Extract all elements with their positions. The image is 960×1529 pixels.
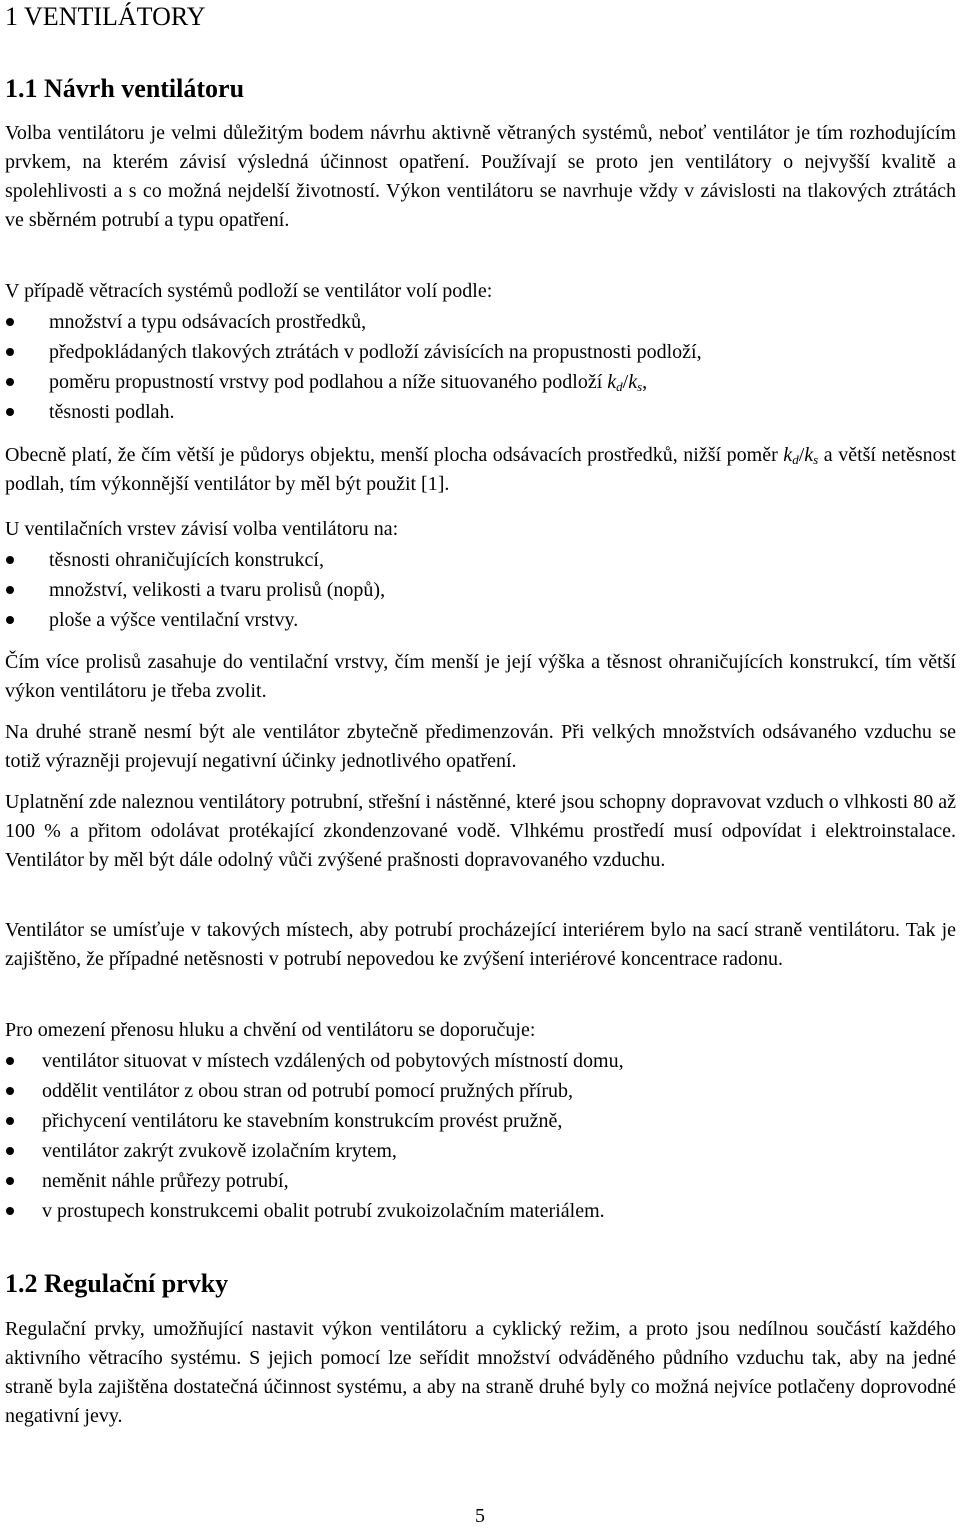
paragraph-ventilation-layer: Čím více prolisů zasahuje do ventilační vrstvy, čím menší je její výška a těsnost ohraničujících konstrukcí, tím větší výkon ventilátoru je třeba zvolit. bbox=[5, 651, 956, 702]
list-item: ploše a výšce ventilační vrstvy. bbox=[5, 605, 385, 635]
paragraph-fan-types: Uplatnění zde naleznou ventilátory potrubní, střešní i nástěnné, které jsou schopny dopravovat vzduch o vlhkosti 80 až 100 % a přitom odolávat protékající zkondenzované vodě. Vlhkému prostředí musí odpovídat i elektroinstalace. Ventilátor by měl být dále odolný vůči zvýšené prašnosti dopravovaného vzduchu. bbox=[5, 791, 956, 871]
paragraph-fan-placement: Ventilátor se umísťuje v takových místech, aby potrubí procházející interiérem bylo na sací straně ventilátoru. Tak je zajištěno, že případné netěsnosti v potrubí nepovedou ke zvýšení interiérové koncentrace radonu. bbox=[5, 919, 956, 970]
bullet-icon bbox=[6, 1057, 14, 1065]
page-number: 5 bbox=[475, 1505, 485, 1527]
section-1-2-title: 1.2 Regulační prvky bbox=[5, 1269, 229, 1298]
paragraph-fan-selection: Volba ventilátoru je velmi důležitým bodem návrhu aktivně větraných systémů, neboť ventilátor je tím rozhodujícím prvkem, na kterém závisí výsledná účinnost opatření. Používají se proto jen ventilátory o nejvyšší kvalitě a spolehlivosti a s co možná nejdelší životností. Výkon ventilátoru se navrhuje vždy v závislosti na tlakových ztrátách ve sběrném potrubí a typu opatření. bbox=[5, 122, 956, 231]
list-item: poměru propustností vrstvy pod podlahou a níže situovaného podloží $k_d/k_s$, bbox=[5, 367, 702, 397]
list-item: množství, velikosti a tvaru prolisů (nopů), bbox=[5, 575, 385, 605]
section-1-1-title: 1.1 Návrh ventilátoru bbox=[5, 74, 245, 103]
bullet-icon bbox=[6, 348, 14, 356]
bullet-icon bbox=[6, 586, 14, 594]
paragraph-control-elements: Regulační prvky, umožňující nastavit výkon ventilátoru a cyklický režim, a proto jsou nedílnou součástí každého aktivního větracího systému. S jejich pomocí lze seřídit množství odváděného půdního vzduchu tak, aby na jedné straně byla zajištěna dostatečná účinnost systému, a aby na straně druhé byly co možná nejvíce potlačeny doprovodné negativní jevy. bbox=[5, 1318, 956, 1427]
bullet-icon bbox=[6, 1087, 14, 1095]
bullet-icon bbox=[6, 616, 14, 624]
paragraph-general-rule: Obecně platí, že čím větší je půdorys objektu, menší plocha odsávacích prostředků, nižší poměr $k_d/k_s$ a větší netěsnost podlah, tím výkonnější ventilátor by měl být použit [1]. bbox=[5, 444, 956, 495]
list-1 bbox=[5, 307, 702, 427]
bullet-icon bbox=[6, 1147, 14, 1155]
list-1-lead: V případě větracích systémů podloží se ventilátor volí podle: bbox=[5, 280, 493, 302]
bullet-icon bbox=[6, 408, 14, 416]
bullet-icon bbox=[6, 556, 14, 564]
list-item: množství a typu odsávacích prostředků, bbox=[5, 307, 702, 337]
chapter-title: 1 VENTILÁTORY bbox=[5, 2, 206, 31]
list-item: oddělit ventilátor z obou stran od potrubí pomocí pružných přírub, bbox=[5, 1076, 624, 1106]
list-item: těsnosti podlah. bbox=[5, 397, 702, 427]
list-2 bbox=[5, 545, 385, 635]
list-item: v prostupech konstrukcemi obalit potrubí zvukoizolačním materiálem. bbox=[5, 1196, 624, 1226]
list-3-lead: Pro omezení přenosu hluku a chvění od ventilátoru se doporučuje: bbox=[5, 1019, 536, 1041]
list-item: předpokládaných tlakových ztrátách v podloží závisících na propustnosti podloží, bbox=[5, 337, 702, 367]
bullet-icon bbox=[6, 1207, 14, 1215]
bullet-icon bbox=[6, 378, 14, 386]
bullet-icon bbox=[6, 1117, 14, 1125]
bullet-icon bbox=[6, 318, 14, 326]
list-item: přichycení ventilátoru ke stavebním konstrukcím provést pružně, bbox=[5, 1106, 624, 1136]
list-item: těsnosti ohraničujících konstrukcí, bbox=[5, 545, 385, 575]
list-3 bbox=[5, 1046, 624, 1226]
list-item: ventilátor situovat v místech vzdálených od pobytových místností domu, bbox=[5, 1046, 624, 1076]
bullet-icon bbox=[6, 1177, 14, 1185]
list-item: neměnit náhle průřezy potrubí, bbox=[5, 1166, 624, 1196]
paragraph-oversizing: Na druhé straně nesmí být ale ventilátor zbytečně předimenzován. Při velkých množstvích odsávaného vzduchu se totiž výrazněji projevují negativní účinky jednotlivého opatření. bbox=[5, 721, 956, 772]
list-2-lead: U ventilačních vrstev závisí volba ventilátoru na: bbox=[5, 518, 399, 540]
list-item: ventilátor zakrýt zvukově izolačním krytem, bbox=[5, 1136, 624, 1166]
